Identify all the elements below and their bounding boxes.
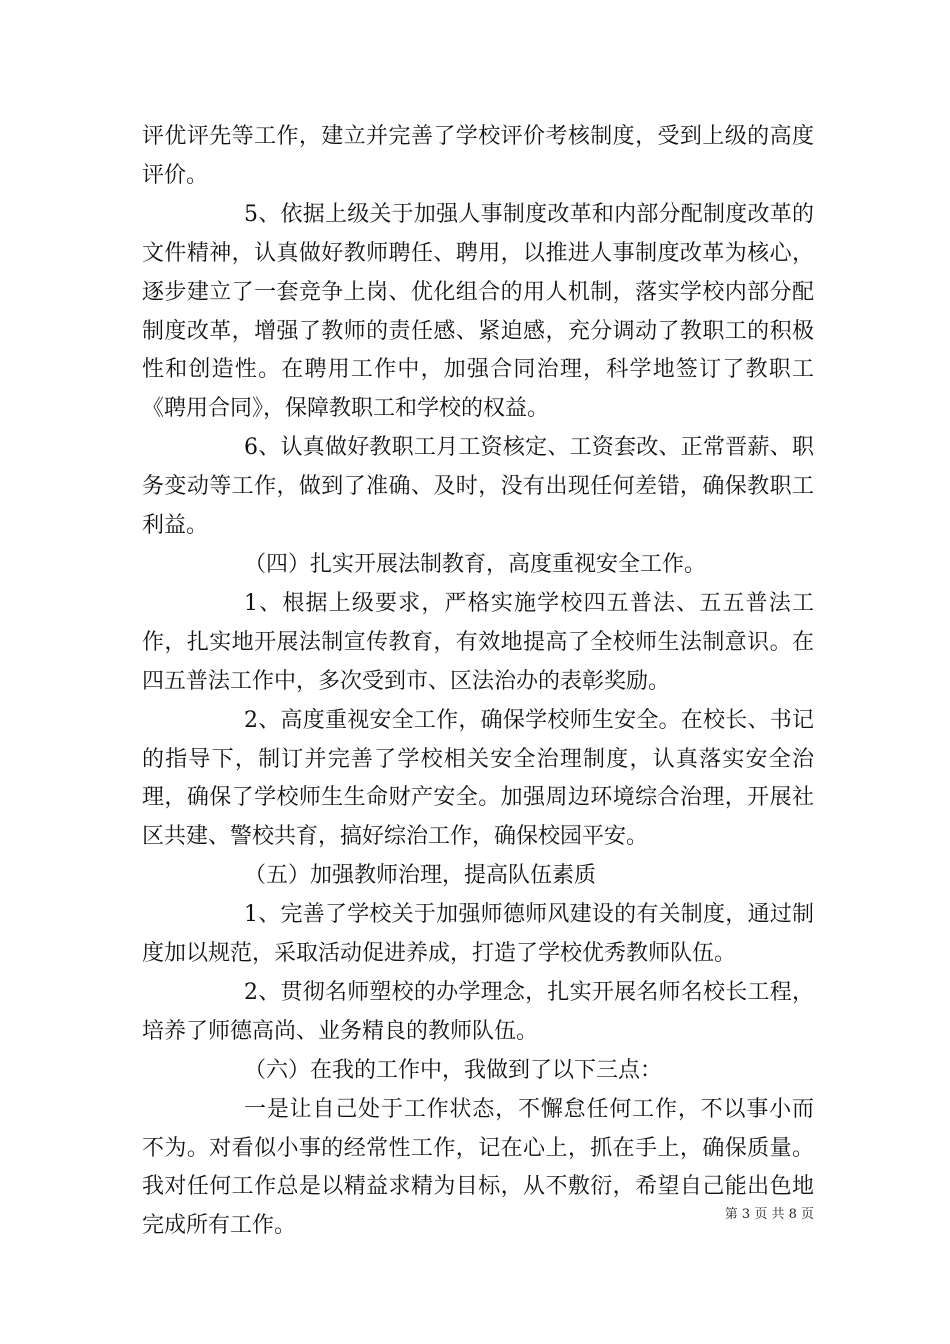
section-heading-4: （四）扎实开展法制教育，高度重视安全工作。	[244, 551, 707, 577]
paragraph-3: 6、认真做好教职工月工资核定、工资套改、正常晋薪、职务变动等工作，做到了准确、及时，没有出现任何差错，确保教职工利益。	[142, 435, 814, 539]
paragraph-1: 评优评先等工作，建立并完善了学校评价考核制度，受到上级的高度评价。	[142, 124, 814, 188]
paragraph-9: 2、贯彻名师塑校的办学理念，扎实开展名师名校长工程，培养了师德高尚、业务精良的教师队伍。	[142, 979, 814, 1044]
paragraph-2: 5、依据上级关于加强人事制度改革和内部分配制度改革的文件精神，认真做好教师聘任、聘用，以推进人事制度改革为核心，逐步建立了一套竞争上岗、优化组合的用人机制，落实学校内部分配制度改革，增强了教师的责任感、紧迫感，充分调动了教职工的积极性和创造性。在聘用工作中，加强合同治理，科学地签订了教职工《聘用合同》，保障教职工和学校的权益。	[142, 201, 814, 422]
paragraph-5: 1、根据上级要求，严格实施学校四五普法、五五普法工作，扎实地开展法制宣传教育，有效地提高了全校师生法制意识。在四五普法工作中，多次受到市、区法治办的表彰奖励。	[142, 590, 814, 694]
section-heading-6: （六）在我的工作中，我做到了以下三点：	[244, 1057, 663, 1083]
page-number: 第 3 页 共 8 页	[724, 1207, 814, 1222]
paragraph-8: 1、完善了学校关于加强师德师风建设的有关制度，通过制度加以规范，采取活动促进养成，打造了学校优秀教师队伍。	[142, 902, 814, 967]
paragraph-6: 2、高度重视安全工作，确保学校师生安全。在校长、书记的指导下，制订并完善了学校相关安全治理制度，认真落实安全治理，确保了学校师生生命财产安全。加强周边环境综合治理，开展社区共建、警校共育，搞好综治工作，确保校园平安。	[142, 707, 814, 850]
paragraph-11: 一是让自己处于工作状态，不懈怠任何工作，不以事小而不为。对看似小事的经常性工作，记在心上，抓在手上，确保质量。我对任何工作总是以精益求精为目标，从不敷衍，希望自己能出色地完成所有工作。	[142, 1096, 814, 1239]
section-heading-5: （五）加强教师治理，提高队伍素质	[244, 863, 597, 889]
document-body	[142, 118, 814, 1246]
